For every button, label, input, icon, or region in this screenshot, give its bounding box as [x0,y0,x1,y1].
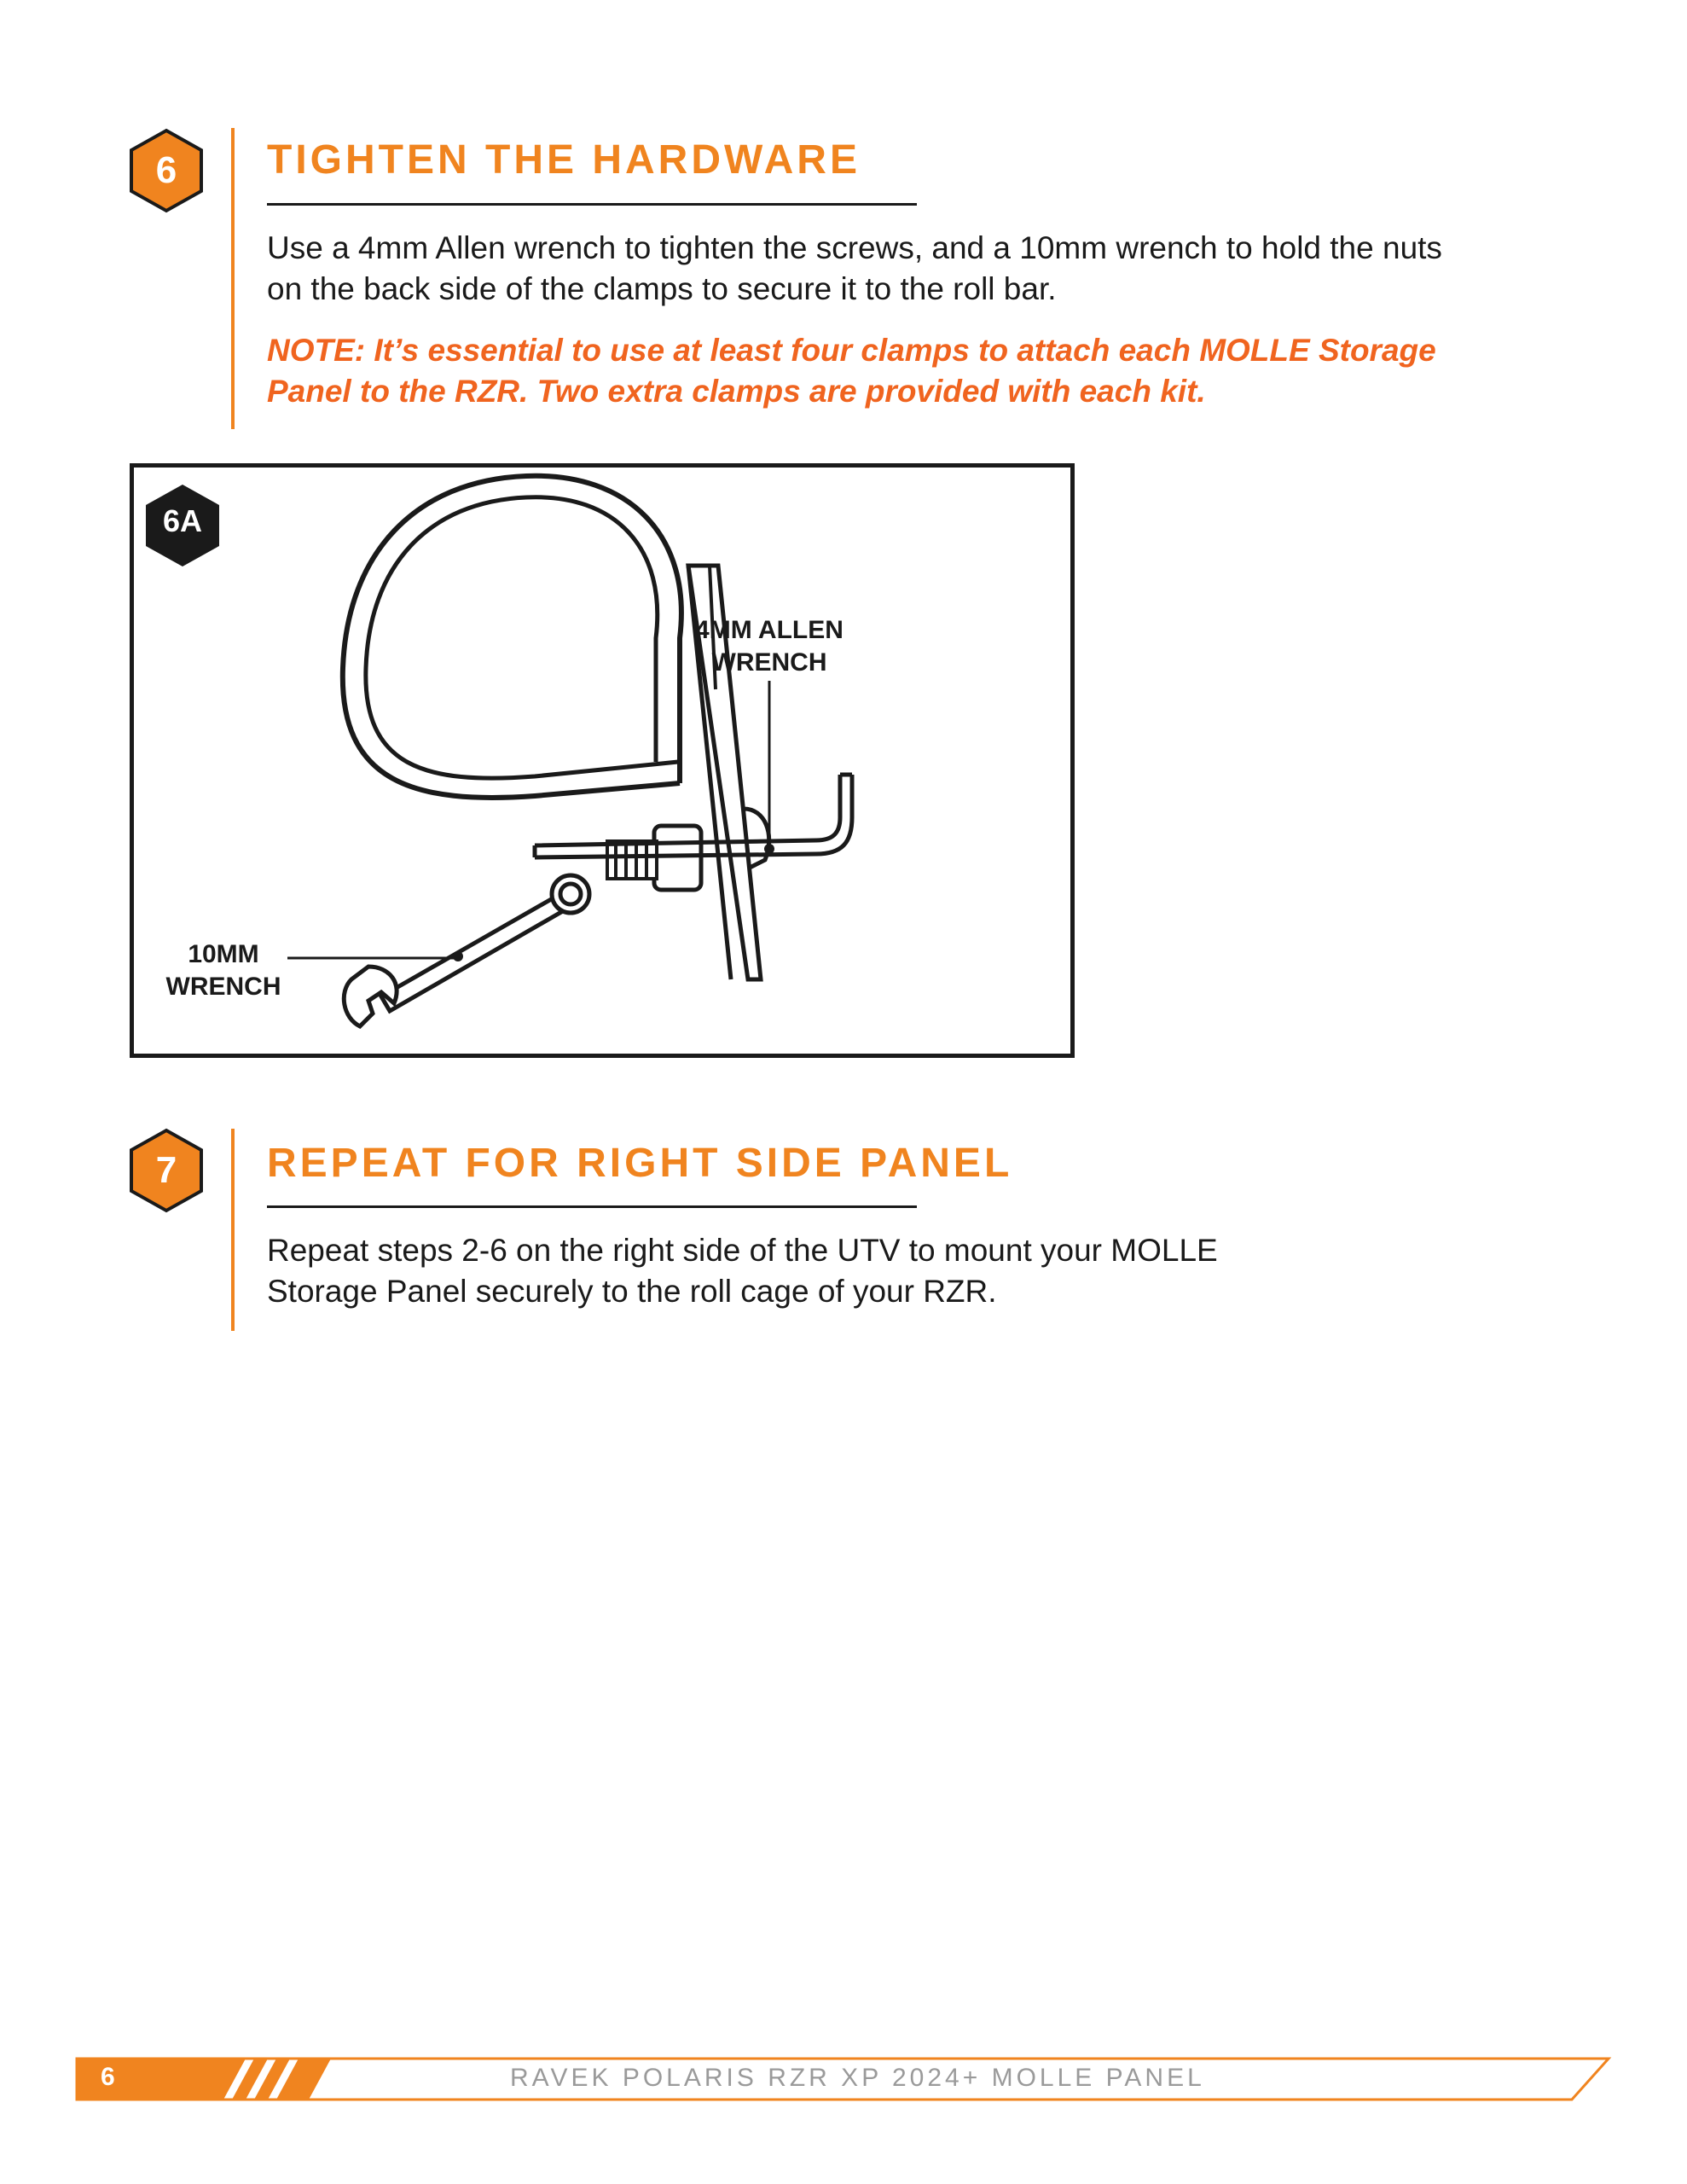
footer-page-number: 6 [101,2063,115,2091]
step-7-accent-line [231,1129,235,1331]
figure-label: 6A [162,503,203,538]
wrench-callout: 10MM WRENCH [165,940,281,1001]
footer-title: RAVEK POLARIS RZR XP 2024+ MOLLE PANEL [510,2064,1205,2092]
step-7-badge [128,1128,205,1213]
clamp-band-outer [343,476,681,798]
step-7-title-rule [267,1205,917,1208]
figure-6a [130,463,1075,1058]
step-6-title-rule [267,203,917,206]
clamp-band-inner [366,497,678,778]
allen-wrench-callout: 4MM ALLEN WRENCH [695,616,844,677]
step-6-note: NOTE: It’s essential to use at least four clamps to attach each MOLLE Storage Panel to the RZR. Two extra clamps are provided with each kit. [267,333,1436,409]
combination-wrench [344,875,589,1026]
step-number: 6 [155,149,177,191]
step-6-accent-line [231,128,235,429]
step-6-title: TIGHTEN THE HARDWARE [267,137,861,183]
step-6-badge [128,128,205,213]
step-6-body: Use a 4mm Allen wrench to tighten the screws, and a 10mm wrench to hold the nuts on the back side of the clamps to secure it to the roll bar. [267,230,1442,306]
step-7-title: REPEAT FOR RIGHT SIDE PANEL [267,1141,1013,1186]
step-number: 7 [155,1149,177,1191]
step-7-body: Repeat steps 2-6 on the right side of the UTV to mount your MOLLE Storage Panel securely to the roll cage of your RZR. [267,1233,1218,1309]
